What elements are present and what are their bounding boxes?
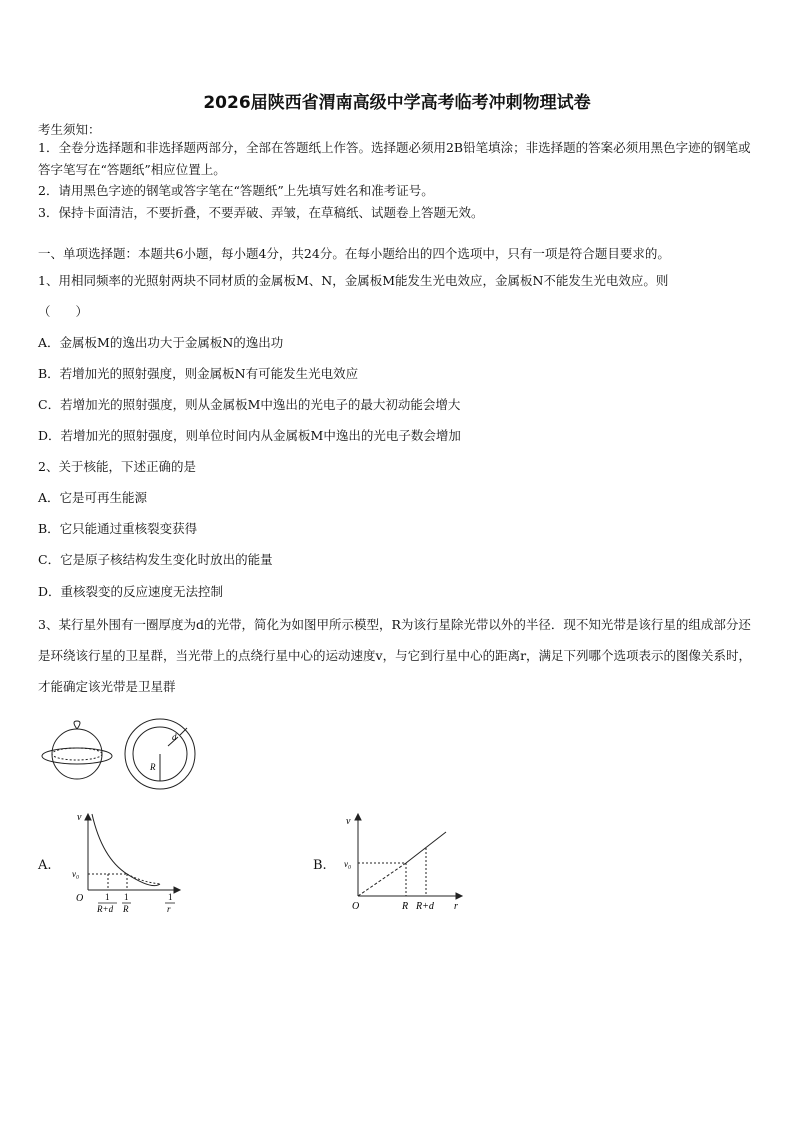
figure-option-b-label: B. (313, 858, 327, 873)
q1-bracket: （ ） (38, 304, 89, 319)
graph-a (72, 808, 190, 920)
graph-b-axis-r: r (454, 901, 458, 912)
q1-option-a: A．金属板M的逸出功大于金属板N的逸出功 (38, 335, 284, 350)
graph-a-x1-num: 1 (105, 892, 110, 902)
q1-stem: 1、用相同频率的光照射两块不同材质的金属板M、N，金属板M能发生光电效应，金属板N不能发生光电效应。则 (38, 273, 669, 288)
q3-stem: 3、某行星外围有一圈厚度为d的光带，简化为如图甲所示模型，R为该行星除光带以外的半径．现不知光带是该行星的组成部分还是环绕该行星的卫星群，当光带上的点绕行星中心的运动速度v，与它到行星中心的距离r，满足下列哪个选项表示的图像关系时，才能确定该光带是卫星群 (38, 617, 752, 694)
q1-option-c: C．若增加光的照射强度，则从金属板M中逸出的光电子的最大初动能会增大 (38, 397, 461, 412)
notice-item-2: 2．请用黑色字迹的钢笔或答字笔在“答题纸”上先填写姓名和准考证号。 (38, 183, 434, 198)
graph-a-origin: O (76, 893, 84, 904)
q2-option-c: C．它是原子核结构发生变化时放出的能量 (38, 552, 273, 567)
graph-b (340, 808, 470, 914)
q2-stem: 2、关于核能，下述正确的是 (38, 459, 196, 474)
graph-a-x2-num: 1 (124, 892, 129, 902)
graph-a-axis-den: r (167, 904, 171, 914)
label-R: R (150, 762, 156, 772)
q2-option-a: A．它是可再生能源 (38, 490, 148, 505)
graph-b-tick-Rd: R+d (416, 901, 434, 912)
notice-heading: 考生须知： (38, 122, 101, 137)
notice-item-3: 3．保持卡面清洁，不要折叠，不要弄破、弄皱，在草稿纸、试题卷上答题无效。 (38, 205, 484, 220)
graph-a-v: v (77, 812, 82, 823)
notice-item-1: 1．全卷分选择题和非选择题两部分，全部在答题纸上作答。选择题必须用2B铅笔填涂；非选择题的答案必须用黑色字迹的钢笔或答字笔写在“答题纸”相应位置上。 (38, 140, 751, 177)
graph-a-v0: v₀ (72, 869, 80, 879)
section-heading: 一、单项选择题：本题共6小题，每小题4分，共24分。在每小题给出的四个选项中，只有一项是符合题目要求的。 (38, 246, 670, 261)
graph-a-x1-den: R+d (97, 904, 114, 914)
planet-figure (40, 718, 200, 790)
graph-b-origin: O (352, 901, 360, 912)
q2-option-d: D．重核裂变的反应速度无法控制 (38, 584, 224, 599)
page-title: 2026届陕西省渭南高级中学高考临考冲刺物理试卷 (203, 93, 591, 113)
planet-side-view (42, 721, 112, 779)
planet-top-view (125, 719, 195, 789)
q1-option-d: D．若增加光的照射强度，则单位时间内从金属板M中逸出的光电子数会增加 (38, 428, 461, 443)
q2-option-b: B．它只能通过重核裂变获得 (38, 521, 198, 536)
figure-option-a-label: A. (38, 858, 52, 873)
graph-b-v0: v₀ (344, 859, 352, 869)
graph-b-tick-R: R (402, 901, 409, 912)
graph-b-v: v (346, 816, 351, 827)
graph-a-x2-den: R (123, 904, 129, 914)
label-d: d (172, 732, 177, 742)
q1-option-b: B．若增加光的照射强度，则金属板N有可能发生光电效应 (38, 366, 359, 381)
graph-a-axis-num: 1 (168, 892, 173, 902)
